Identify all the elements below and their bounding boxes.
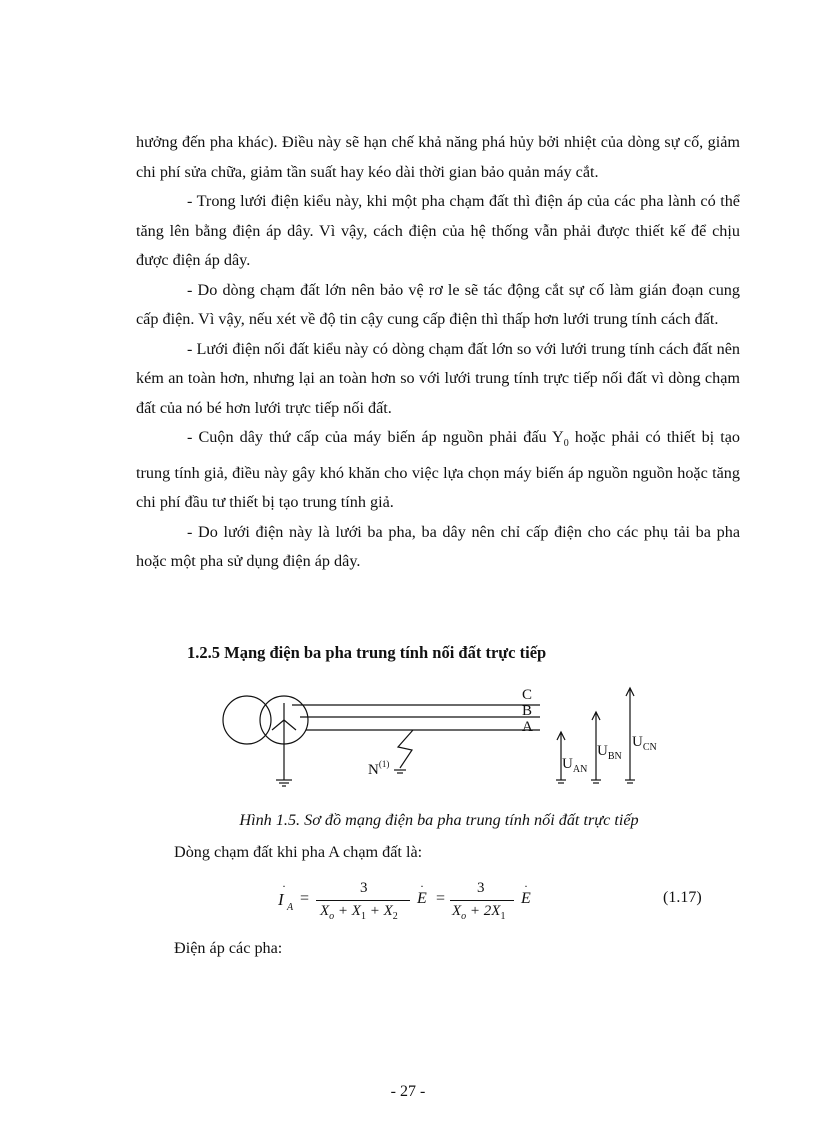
e-symbol-2: E [521, 890, 531, 907]
formula-lhs-sub: A [287, 902, 294, 913]
y-subscript: 0 [563, 438, 569, 450]
paragraph-continuation: hưởng đến pha khác). Điều này sẽ hạn chế khả năng phá hủy bởi nhiệt của dòng sự cố, giảm chi phí sửa chữa, giảm tần suất hay kéo dài thời gian bảo quản máy cắt. [136, 133, 740, 181]
page-number: - 27 - [390, 1083, 426, 1100]
denominator-1: $X_o + X_1 + X_2$ [320, 903, 398, 922]
formula-lhs: I [278, 890, 284, 909]
figure-caption: Hình 1.5. Sơ đồ mạng điện ba pha trung tính nối đất trực tiếp [239, 811, 639, 829]
label-u-cn: $U_{CN}$ [632, 734, 657, 753]
e-symbol-1: E [417, 890, 427, 907]
fault-bolt [398, 730, 413, 768]
dot-e1: · [420, 879, 424, 893]
paragraph-three-wire: - Do lưới điện này là lưới ba pha, ba dây nên chỉ cấp điện cho các phụ tải ba pha hoặc một pha sử dụng điện áp dây. [136, 522, 740, 571]
paragraph-secondary-winding [136, 423, 740, 518]
phase-label-b: B [522, 703, 533, 719]
fraction-bar-1 [316, 900, 410, 901]
section-heading: 1.2.5 Mạng điện ba pha trung tính nối đất trực tiếp [187, 643, 547, 662]
numerator-1: 3 [360, 880, 368, 896]
transformer-primary-coil [223, 696, 271, 744]
fraction-bar-2 [450, 900, 514, 901]
dot-lhs: · [282, 879, 286, 893]
label-u-bn: $U_{BN}$ [597, 743, 622, 762]
phase-label-a: A [522, 719, 533, 735]
denominator-2: $X_o + 2X_1$ [452, 903, 506, 922]
formula-intro: Dòng chạm đất khi pha A chạm đất là: [174, 843, 423, 861]
body-text-top [136, 128, 740, 577]
paragraph-safety: - Lưới điện nối đất kiểu này có dòng chạm đất lớn so với lưới trung tính cách đất nên kém an toàn hơn, nhưng lại an toàn hơn so với lưới trung tính trực tiếp nối đất vì dòng chạm đất của nó bé hơn lưới trực tiếp nối đất. [136, 339, 740, 417]
paragraph-relay: - Do dòng chạm đất lớn nên bảo vệ rơ le sẽ tác động cắt sự cố làm gián đoạn cung cấp điện. Vì vậy, nếu xét về độ tin cậy cung cấp điện thì thấp hơn lưới trung tính cách đất. [136, 280, 740, 328]
dot-e2: · [524, 879, 528, 893]
phase-voltage-intro: Điện áp các pha: [174, 939, 283, 957]
label-u-an: $U_{AN}$ [562, 756, 588, 775]
paragraph-secondary-winding-a: - Cuộn dây thứ cấp của máy biến áp nguồn phải đấu Y [187, 428, 564, 446]
formula-1-17 [270, 876, 560, 926]
circuit-diagram [200, 680, 700, 810]
equals-2: = [436, 890, 446, 907]
paragraph-phase-voltage: - Trong lưới điện kiểu này, khi một pha chạm đất thì điện áp của các pha lành có thể tăng lên bằng điện áp dây. Vì vậy, cách điện của hệ thống vẫn phải được thiết kế để chịu được điện áp dây. [136, 192, 740, 269]
phase-label-c: C [522, 687, 533, 703]
equals-1: = [300, 890, 310, 907]
fault-label: $N^{(1)}$ [368, 759, 390, 778]
paragraph-secondary-winding-b: hoặc phải có thiết bị tạo trung tính giả, điều này gây khó khăn cho việc lựa chọn máy biến áp nguồn nguồn hoặc tăng chi phí đầu tư thiết bị tạo trung tính giả. [136, 428, 741, 512]
numerator-2: 3 [477, 880, 485, 896]
equation-number: (1.17) [663, 889, 702, 906]
